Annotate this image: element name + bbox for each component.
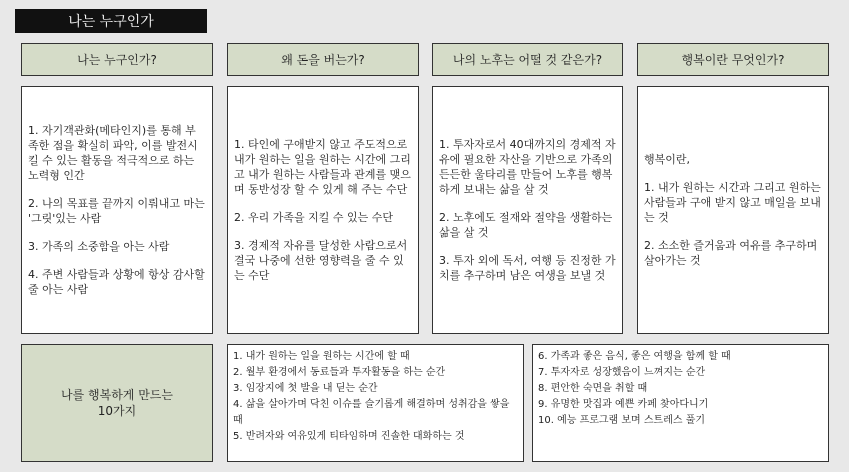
- card-item: 2. 소소한 즐거움과 여유를 추구하며 살아가는 것: [644, 239, 818, 267]
- list-item: 6. 가족과 좋은 음식, 좋은 여행을 함께 할 때: [538, 351, 731, 362]
- header-why-earn-money: 왜 돈을 버는가?: [227, 43, 419, 76]
- card-who-am-i: [21, 86, 213, 334]
- happy-label-line2: 10가지: [97, 404, 137, 418]
- list-item: 8. 편안한 숙면을 취할 때: [538, 383, 648, 394]
- header-who-am-i: 나는 누구인가?: [21, 43, 213, 76]
- happy-list-a: [227, 344, 524, 462]
- list-item: 10. 예능 프로그램 보며 스트레스 풀기: [538, 415, 706, 426]
- card-item: 2. 우리 가족을 지킬 수 있는 수단: [234, 211, 393, 224]
- card-item: 3. 경제적 자유를 달성한 사람으로서 결국 나중에 선한 영향력을 줄 수 있는 수단: [234, 239, 408, 282]
- header-happiness: 행복이란 무엇인가?: [637, 43, 829, 76]
- happy-list-b: [532, 344, 829, 462]
- card-why-earn-money: [227, 86, 419, 334]
- card-retirement: [432, 86, 623, 334]
- list-item: 2. 월부 환경에서 동료들과 투자활동을 하는 순간: [233, 367, 446, 378]
- list-item: 3. 임장지에 첫 발을 내 딛는 순간: [233, 383, 378, 394]
- card-item: 행복이란,: [644, 153, 691, 166]
- card-item: 1. 투자자로서 40대까지의 경제적 자유에 필요한 자산을 기반으로 가족의 든든한 울타리를 만들어 노후를 행복하게 보내는 삶을 살 것: [439, 138, 616, 196]
- list-item: 4. 삶을 살아가며 닥친 이슈를 슬기롭게 해결하며 성취감을 쌓을 때: [233, 399, 510, 426]
- card-item: 3. 가족의 소중함을 아는 사람: [28, 240, 170, 253]
- happy-things-label: [21, 344, 213, 462]
- card-item: 1. 타인에 구애받지 않고 주도적으로 내가 원하는 일을 원하는 시간에 그리고 내가 원하는 사람들과 관계를 맺으며 동반성장 할 수 있게 해 주는 수단: [234, 138, 411, 196]
- card-item: 1. 내가 원하는 시간과 그리고 원하는 사람들과 구애 받지 않고 매일을 보내는 것: [644, 181, 821, 224]
- list-item: 5. 반려자와 여유있게 티타임하며 진솔한 대화하는 것: [233, 431, 465, 442]
- card-happiness: [637, 86, 829, 334]
- card-item: 4. 주변 사람들과 상황에 항상 감사할 줄 아는 사람: [28, 268, 205, 296]
- card-item: 3. 투자 외에 독서, 여행 등 진정한 가치를 추구하며 남은 여생을 보낼 것: [439, 254, 616, 282]
- page-title: 나는 누구인가: [15, 9, 207, 33]
- list-item: 7. 투자자로 성장했음이 느껴지는 순간: [538, 367, 706, 378]
- card-item: 1. 자기객관화(메타인지)를 통해 부족한 점을 확실히 파악, 이를 발전시킬 수 있는 활동을 적극적으로 하는 노력형 인간: [28, 124, 198, 182]
- list-item: 1. 내가 원하는 일을 원하는 시간에 할 때: [233, 351, 410, 362]
- card-item: 2. 노후에도 절재와 절약을 생활하는 삶을 살 것: [439, 211, 613, 239]
- header-retirement: 나의 노후는 어떨 것 같은가?: [432, 43, 623, 76]
- happy-label-line1: 나를 행복하게 만드는: [61, 388, 173, 402]
- list-item: 9. 유명한 맛집과 예쁜 카페 찾아다니기: [538, 399, 709, 410]
- card-item: 2. 나의 목표를 끝까지 이뤄내고 마는 '그릿'있는 사람: [28, 197, 205, 225]
